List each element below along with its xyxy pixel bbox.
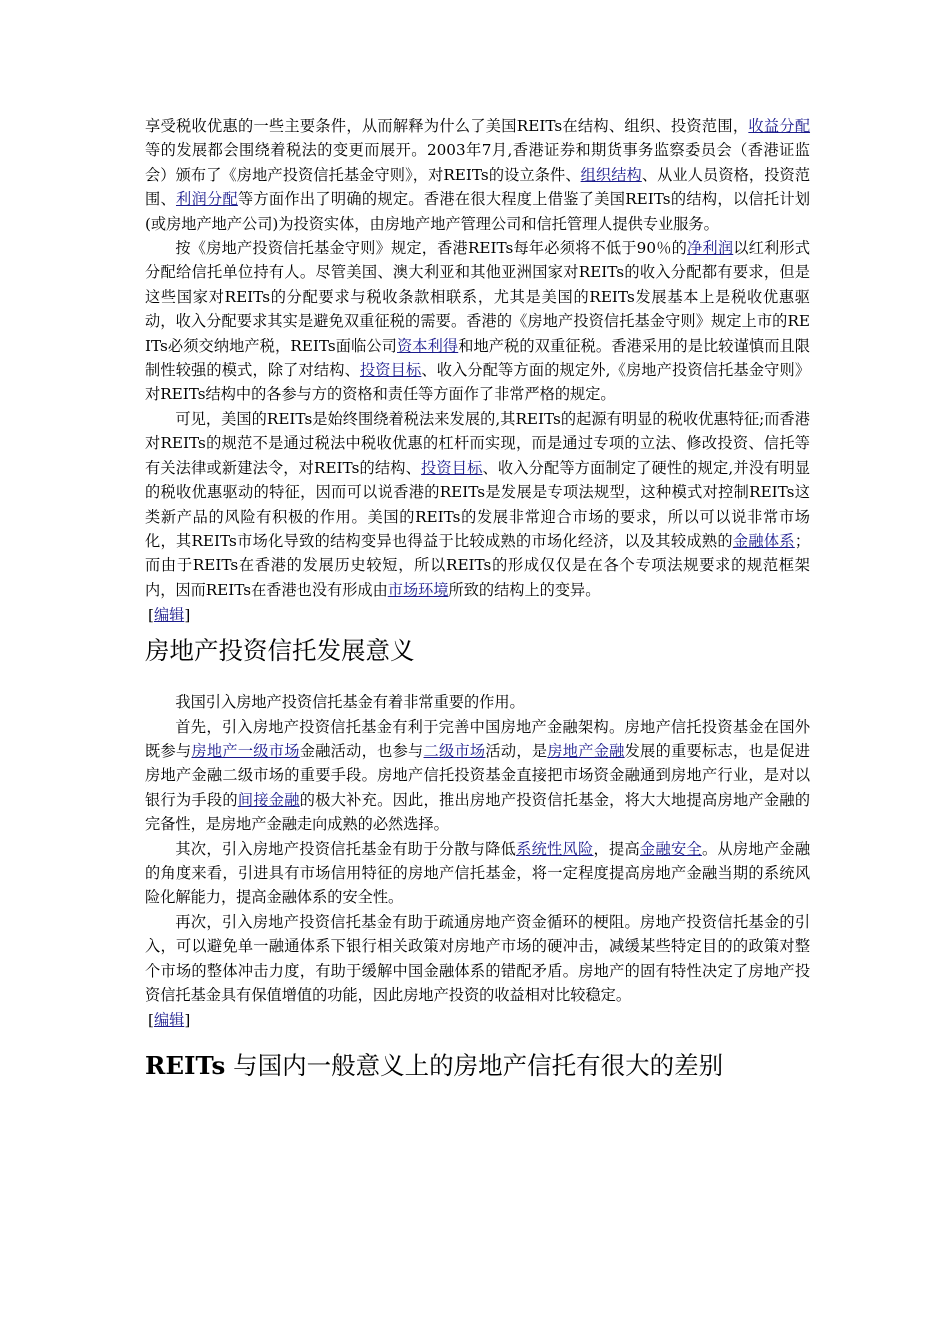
link-income-distribution[interactable]: 收益分配	[748, 117, 811, 135]
edit-link[interactable]: 编辑	[153, 1011, 185, 1030]
link-investment-objective-2[interactable]: 投资目标	[421, 458, 483, 477]
link-indirect-finance[interactable]: 间接金融	[237, 790, 300, 809]
bracket: [	[148, 606, 154, 625]
text: 以红利形式分配给信托单位持有人。尽管美国、澳大利亚和其他亚洲国家对REITs的收入分配都有要求，但是这些国家对REITs的分配要求与税收条款相联系，尤其是美国的REITs发展基本上是税收优惠驱动，收入分配要求其实是避免双重征税的需要。香港的《房地产投资信托基金守则》规定上市的REITs必须交纳地产税，REITs面临公司	[145, 239, 811, 355]
edit-section-2	[148, 1009, 810, 1031]
text: 发展的重要标志，也是促进房地产金融二级市场的重要手段。房地产信托投资基金直接把市场资金融通到房地产行业，是对以银行为手段的	[145, 741, 811, 809]
bracket: ]	[184, 606, 191, 625]
text: 活动，是	[485, 741, 548, 760]
text: 的极大补充。因此，推出房地产投资信托基金，将大大地提高房地产金融的完备性，是房地产金融走向成熟的必然选择。	[145, 790, 811, 834]
link-net-profit[interactable]: 净利润	[687, 239, 734, 258]
text: 、收入分配等方面的规定外,《房地产投资信托基金守则》对REITs结构中的各参与方的资格和责任等方面作了非常严格的规定。	[145, 361, 811, 404]
edit-link[interactable]: 编辑	[153, 606, 185, 625]
text: 首先，引入房地产投资信托基金有利于完善中国房地产金融架构。房地产信托投资基金在国外既参与	[145, 717, 810, 760]
text: ，提高	[593, 839, 640, 858]
text: 再次，引入房地产投资信托基金有助于疏通房地产资金循环的梗阻。房地产投资信托基金的引入，可以避免单一融通体系下银行相关政策对房地产市场的硬冲击，减缓某些特定目的的政策对整个市场的整体冲击力度，有助于缓解中国金融体系的错配矛盾。房地产的固有特性决定了房地产投资信托基金具有保值增值的功能，因此房地产投资的收益相对比较稳定。	[145, 912, 810, 1004]
link-organization-structure[interactable]: 组织结构	[580, 165, 642, 184]
paragraph-comparison	[145, 407, 810, 602]
link-systemic-risk[interactable]: 系统性风险	[516, 839, 594, 858]
bracket: [	[148, 1011, 154, 1030]
bracket: ]	[184, 1011, 191, 1030]
text: 、收入分配等方面制定了硬性的规定,并没有明显的税收优惠驱动的特征，因而可以说香港的REITs是发展是专项法规型，这种模式对控制REITs这类新产品的风险有积极的作用。美国的REITs的发展非常迎合市场的要求，所以可以说非常市场化，其REITs市场化导致的结构变异也得益于比较成熟的市场化经济，以及其较成熟的	[145, 458, 811, 550]
section-heading-significance: 房地产投资信托发展意义	[145, 636, 415, 666]
heading-rest: 与国内一般意义上的房地产信托有很大的差别	[225, 1051, 724, 1081]
text: 金融活动，也参与	[299, 741, 424, 760]
paragraph-hk-distribution	[145, 236, 810, 407]
text: 享受税收优惠的一些主要条件，从而解释为什么了美国REITs在结构、组织、投资范围，	[145, 117, 749, 135]
text: 和地产税的双重征税。香港采用的是比较谨慎而且限制性较强的模式，除了对结构、	[145, 336, 810, 380]
paragraph-reits-us-hk-rules	[145, 114, 810, 236]
text: 我国引入房地产投资信托基金有着非常重要的作用。	[175, 693, 525, 712]
text: 等方面作出了明确的规定。香港在很大程度上借鉴了美国REITs的结构，以信托计划(或房地产地产公司)为投资实体，由房地产地产管理公司和信托管理人提供专业服务。	[145, 190, 811, 233]
text: 、从业人员资格，投资范围、	[145, 165, 811, 209]
link-primary-market[interactable]: 房地产一级市场	[191, 741, 300, 760]
link-financial-security[interactable]: 金融安全	[639, 839, 702, 858]
text: 可见，美国的REITs是始终围绕着税法来发展的,其REITs的起源有明显的税收优惠特征;而香港对REITs的规范不是通过税法中税收优惠的杠杆而实现，而是通过专项的立法、修改投资、信托等有关法律或新建法令，对REITs的结构、	[145, 409, 810, 477]
paragraph-intro-importance	[145, 690, 810, 714]
edit-section-1	[148, 604, 810, 626]
paragraph-third-point	[145, 910, 810, 1008]
text: ；而由于REITs在香港的发展历史较短，所以REITs的形成仅仅是在各个专项法规要求的规范框架内，因而REITs在香港也没有形成由	[145, 531, 810, 599]
paragraph-second-point	[145, 837, 810, 910]
text: 其次，引入房地产投资信托基金有助于分散与降低	[175, 839, 517, 858]
text: 按《房地产投资信托基金守则》规定，香港REITs每年必须将不低于90％的	[175, 239, 688, 258]
paragraph-first-point	[145, 715, 810, 837]
link-secondary-market[interactable]: 二级市场	[423, 741, 486, 760]
text: 等的发展都会围绕着税法的变更而展开。2003年7月,香港证券和期货事务监察委员会（香港证监会）颁布了《房地产投资信托基金守则》，对REITs的设立条件、	[145, 141, 810, 184]
link-investment-objective[interactable]: 投资目标	[359, 361, 422, 380]
link-capital-gains[interactable]: 资本利得	[397, 336, 459, 355]
heading-bold-part: REITs	[145, 1051, 226, 1081]
text: 。从房地产金融的角度来看，引进具有市场信用特征的房地产信托基金，将一定程度提高房地产金融当期的系统风险化解能力，提高金融体系的安全性。	[145, 839, 811, 907]
link-real-estate-finance[interactable]: 房地产金融	[547, 741, 625, 760]
link-market-environment[interactable]: 市场环境	[387, 580, 449, 599]
link-profit-distribution[interactable]: 利润分配	[175, 190, 238, 209]
section-heading-difference	[145, 1049, 810, 1083]
text: 所致的结构上的变异。	[448, 580, 601, 599]
link-financial-system[interactable]: 金融体系	[732, 531, 795, 550]
